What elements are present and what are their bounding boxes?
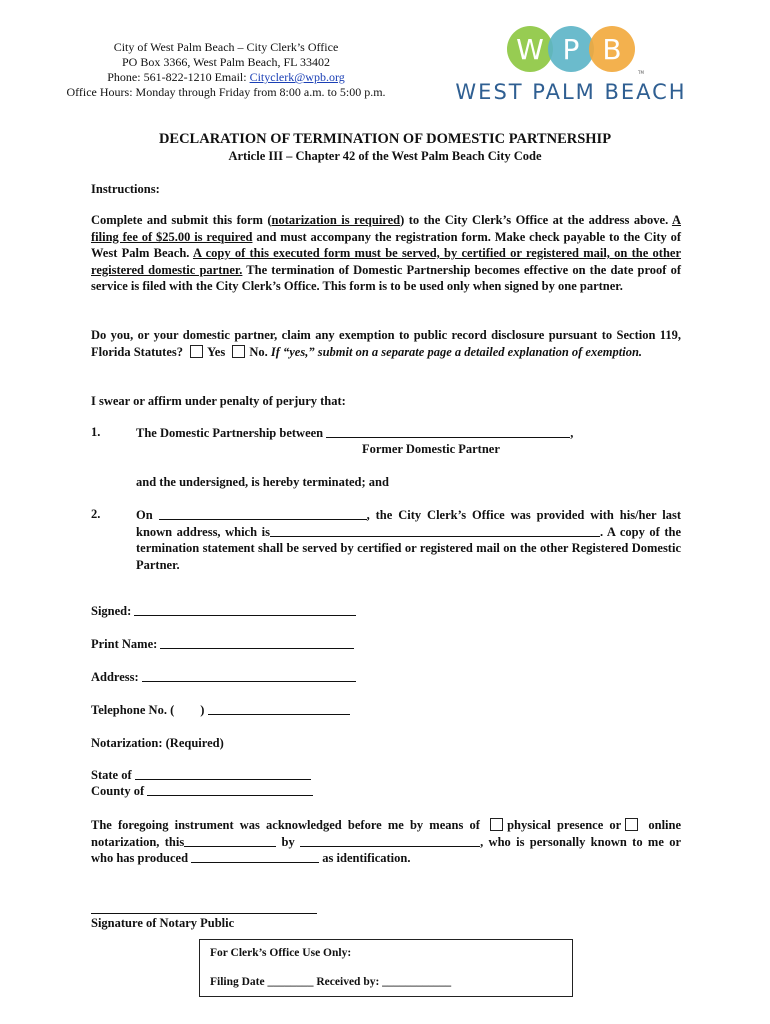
logo-letter-w: W <box>516 33 544 66</box>
date-field[interactable] <box>159 508 367 520</box>
logo-wordmark: WEST PALM BEACH <box>455 80 687 104</box>
former-partner-caption: Former Domestic Partner <box>362 442 500 456</box>
online-notarization-checkbox[interactable] <box>625 818 638 831</box>
item-2-text: On , the City Clerk’s Office was provided with his/her last known address, which is . A copy of the termination statement shall be served by certified or registered mail on the other Registered Domestic Partner. <box>136 508 682 572</box>
no-checkbox[interactable] <box>232 345 245 358</box>
email-link[interactable]: Cityclerk@wpb.org <box>249 70 345 84</box>
phone-email: Phone: 561-822-1210 Email: Cityclerk@wpb.org <box>107 70 345 84</box>
logo-circles <box>506 18 646 80</box>
exemption-note: If “yes,” submit on a separate page a detailed explanation of exemption. <box>270 344 643 359</box>
state-row: State of <box>91 768 311 783</box>
filing-date: Filing Date ________ <box>210 976 314 988</box>
instructions-heading: Instructions: <box>91 182 160 196</box>
clerk-use-box <box>199 939 573 997</box>
former-partner-field[interactable] <box>326 426 570 438</box>
signed-field[interactable] <box>134 604 356 616</box>
acknowledgment-paragraph: The foregoing instrument was acknowledged before me by means of physical presence or online notarization, this by , who is personally known to me or who has produced as identification. <box>91 818 682 865</box>
print-name-field[interactable] <box>160 637 354 649</box>
last-known-address-field[interactable] <box>270 525 600 537</box>
notarization-label: Notarization: (Required) <box>91 736 224 750</box>
logo-letter-p: P <box>562 33 580 66</box>
identification-field[interactable] <box>191 851 319 863</box>
no-label: No. <box>249 344 268 359</box>
clerk-use-title: For Clerk’s Office Use Only: <box>210 947 352 959</box>
item-1-number: 1. <box>91 425 101 439</box>
logo-tm: TM <box>638 70 644 75</box>
office-contact-block <box>36 40 416 100</box>
signed-row: Signed: <box>91 604 356 619</box>
notary-signature-line[interactable] <box>91 913 317 914</box>
item-1-continuation: and the undersigned, is hereby terminated; and <box>136 475 389 489</box>
office-name: City of West Palm Beach – City Clerk’s Office <box>113 40 339 54</box>
address-row: Address: <box>91 670 356 685</box>
notary-signature-label: Signature of Notary Public <box>91 916 235 930</box>
office-hours: Office Hours: Monday through Friday from 8:00 a.m. to 5:00 p.m. <box>66 85 386 99</box>
item-1-text: The Domestic Partnership between , <box>136 426 574 440</box>
swear-statement: I swear or affirm under penalty of perjury that: <box>91 394 346 408</box>
county-field[interactable] <box>147 784 313 796</box>
state-field[interactable] <box>135 768 311 780</box>
instructions-paragraph: Complete and submit this form (notarization is required) to the City Clerk’s Office at the address above. A filing fee of $25.00 is required and must accompany the registration form. Make check payable to the City of West Palm Beach. A copy of this executed form must be served, by certified or registered mail, on the other registered domestic partner. The termination of Domestic Partnership becomes effective on the date proof of service is filed with the City Clerk’s Office. This form is to be used only when signed by one partner. <box>91 213 681 293</box>
form-subtitle: Article III – Chapter 42 of the West Palm Beach City Code <box>228 149 542 163</box>
county-row: County of <box>91 784 313 799</box>
logo-letter-b: B <box>602 33 622 66</box>
telephone-row: Telephone No. ( ) <box>91 703 350 718</box>
item-2-number: 2. <box>91 507 101 521</box>
form-title: DECLARATION OF TERMINATION OF DOMESTIC PARTNERSHIP <box>158 131 612 147</box>
day-field[interactable] <box>184 835 276 847</box>
yes-checkbox[interactable] <box>190 345 203 358</box>
yes-label: Yes <box>207 344 226 359</box>
acknowledged-by-field[interactable] <box>300 835 480 847</box>
address-field[interactable] <box>142 670 356 682</box>
exemption-paragraph: Do you, or your domestic partner, claim any exemption to public record disclosure pursuant to Section 119, Florida Statutes? Yes No. If “yes,” submit on a separate page a detailed explanation of exemption. <box>91 328 681 359</box>
telephone-field[interactable] <box>208 703 350 715</box>
clerk-use-fields <box>210 976 451 988</box>
wpb-logo <box>440 18 702 108</box>
po-box: PO Box 3366, West Palm Beach, FL 33402 <box>121 55 331 69</box>
physical-presence-checkbox[interactable] <box>490 818 503 831</box>
received-by: Received by: ____________ <box>316 976 452 988</box>
print-name-row: Print Name: <box>91 637 354 652</box>
